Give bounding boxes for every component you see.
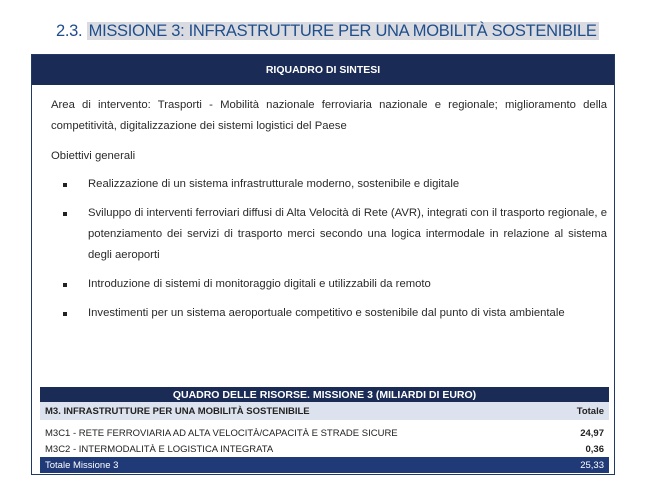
resources-header-total: Totale: [556, 402, 609, 420]
total-value: 25,33: [556, 457, 609, 473]
objective-text: Introduzione di sistemi di monitoraggio digitali e utilizzabili da remoto: [88, 278, 431, 290]
summary-content: [51, 95, 607, 332]
resources-header-label: M3. INFRASTRUTTURE PER UNA MOBILITÀ SOSTENIBILE: [40, 402, 556, 420]
total-row: [40, 457, 609, 473]
objective-item: [51, 203, 607, 266]
resources-title-row: [40, 387, 609, 402]
summary-box-header: RIQUADRO DI SINTESI: [32, 55, 614, 85]
objectives-list: [51, 174, 607, 324]
section-title: MISSIONE 3: INFRASTRUTTURE PER UNA MOBILITÀ SOSTENIBILE: [88, 22, 597, 40]
objectives-label: Obiettivi generali: [51, 150, 136, 162]
objective-item: [51, 274, 607, 295]
objective-text: Sviluppo di interventi ferroviari diffusi di Alta Velocità di Rete (AVR), integrati con il trasporto regionale, e potenziamento dei servizi di trasporto merci secondo una logica intermodale in relazione al sistema degli aeroporti: [88, 207, 607, 261]
table-row: [40, 441, 609, 457]
intervention-area-text: Area di intervento: Trasporti - Mobilità nazionale ferroviaria nazionale e regionale; miglioramento della competitività, digitalizzazione dei sistemi logistici del Paese: [51, 99, 607, 132]
row-label: M3C2 - INTERMODALITÀ E LOGISTICA INTEGRATA: [45, 443, 274, 455]
section-heading: [56, 20, 599, 42]
row-label: M3C1 - RETE FERROVIARIA AD ALTA VELOCITÀ/CAPACITÀ E STRADE SICURE: [45, 427, 398, 439]
row-value: 24,97: [580, 427, 604, 439]
objective-text: Investimenti per un sistema aeroportuale competitivo e sostenibile dal punto di vista ambientale: [88, 307, 565, 319]
bullet-icon: [63, 312, 67, 316]
resources-table: [40, 387, 609, 473]
total-label: Totale Missione 3: [40, 457, 556, 473]
objective-item: [51, 174, 607, 195]
row-value: 0,36: [585, 443, 604, 455]
objective-text: Realizzazione di un sistema infrastrutturale moderno, sostenibile e digitale: [88, 178, 460, 190]
objective-item: [51, 303, 607, 324]
resources-header-row: [40, 402, 609, 420]
resources-title: QUADRO DELLE RISORSE. MISSIONE 3 (MILIARDI DI EURO): [40, 387, 609, 402]
table-row: [40, 425, 609, 441]
bullet-icon: [63, 283, 67, 287]
bullet-icon: [63, 183, 67, 187]
bullet-icon: [63, 212, 67, 216]
section-number: 2.3.: [56, 22, 83, 40]
